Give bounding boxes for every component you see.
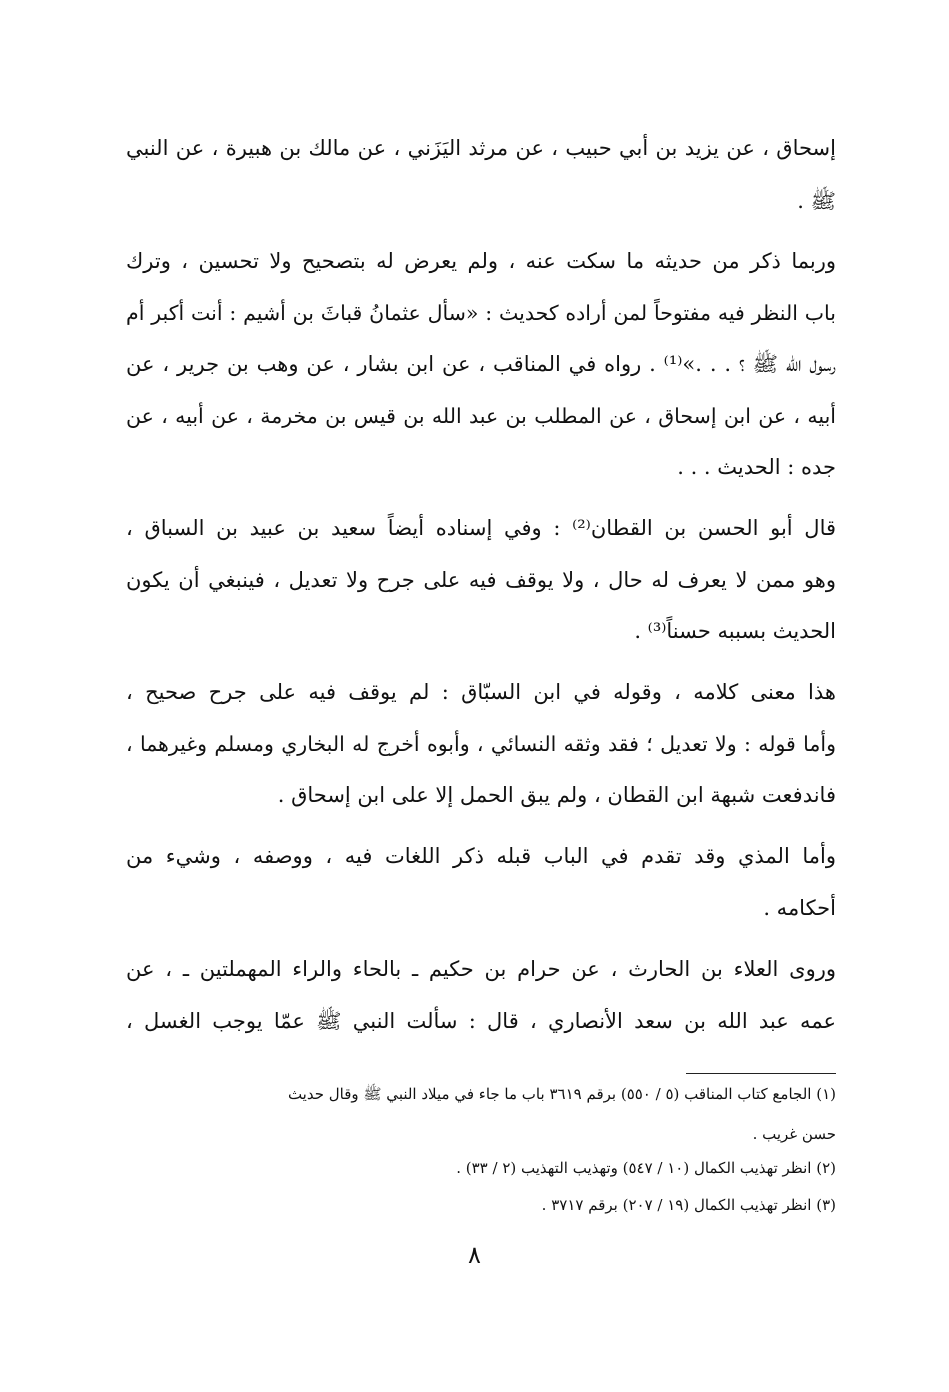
text-line: عمه عبد الله بن سعد الأنصاري ، قال : سألت النبي ﷺ عمّا يوجب الغسل ،	[126, 1009, 836, 1033]
footnote-line: (٣) انظر تهذيب الكمال (١٩ / ٢٠٧) برقم ٣٧١٧ .	[541, 1196, 836, 1214]
text-line: وهو ممن لا يعرف له حال ، ولا يوقف فيه على جرح ولا تعديل ، فينبغي أن يكون	[126, 568, 836, 592]
text-line: وأما المذي وقد تقدم في الباب قبله ذكر اللغات فيه ، ووصفه ، وشيء من	[126, 844, 836, 868]
text-line: الحديث بسببه حسناً⁽³⁾ .	[634, 619, 836, 643]
footnote-separator	[686, 1073, 836, 1074]
text-line: هذا معنى كلامه ، وقوله في ابن السبّاق : لم يوقف فيه على جرح صحيح ،	[126, 680, 836, 704]
footnote-line: (٢) انظر تهذيب الكمال (١٠ / ٥٤٧) وتهذيب التهذيب (٢ / ٣٣) .	[456, 1159, 836, 1177]
page-number: ٨	[468, 1241, 481, 1269]
footnote-line: حسن غريب .	[752, 1125, 836, 1143]
text-line: ﷺ .	[797, 189, 836, 213]
text-line: فاندفعت شبهة ابن القطان ، ولم يبق الحمل إلا على ابن إسحاق .	[277, 783, 836, 807]
text-line: رسول الله ﷺ ؟ . . .»⁽¹⁾ . رواه في المناقب ، عن ابن بشار ، عن وهب بن جرير ، عن	[126, 352, 836, 376]
text-line: إسحاق ، عن يزيد بن أبي حبيب ، عن مرثد اليَزَني ، عن مالك بن هبيرة ، عن النبي	[126, 136, 836, 160]
text-line: باب النظر فيه مفتوحاً لمن أراده كحديث : «سأل عثمانُ قباثَ بن أشيم : أنت أكبر أم	[126, 301, 836, 325]
text-line: وأما قوله : ولا تعديل ؛ فقد وثقه النسائي ، وأبوه أخرج له البخاري ومسلم وغيرهما ،	[126, 732, 836, 756]
text-line: وروى العلاء بن الحارث ، عن حرام بن حكيم ـ بالحاء والراء المهملتين ـ ، عن	[126, 957, 836, 981]
text-line: أبيه ، عن ابن إسحاق ، عن المطلب بن عبد الله بن قيس بن مخرمة ، عن أبيه ، عن	[126, 404, 836, 428]
text-line: أحكامه .	[763, 896, 836, 920]
text-line: قال أبو الحسن بن القطان⁽²⁾ : وفي إسناده أيضاً سعيد بن عبيد بن السباق ،	[126, 516, 836, 540]
footnote-line: (١) الجامع كتاب المناقب (٥ / ٥٥٠) برقم ٣٦١٩ باب ما جاء في ميلاد النبي ﷺ وقال حديث	[287, 1085, 836, 1103]
text-line: وربما ذكر من حديثه ما سكت عنه ، ولم يعرض له بتصحيح ولا تحسين ، وترك	[126, 249, 836, 273]
text-line: جده : الحديث . . .	[677, 455, 836, 479]
